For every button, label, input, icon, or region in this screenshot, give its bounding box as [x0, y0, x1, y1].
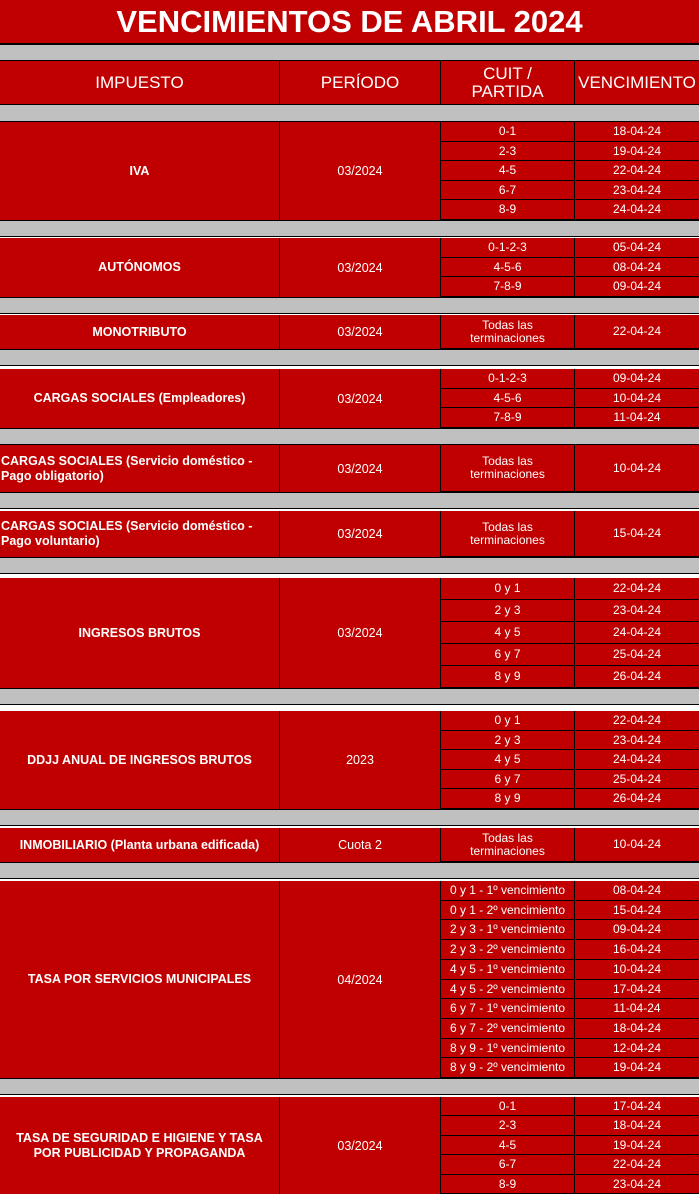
cuit-cell: 0 y 1 - 1º vencimiento [441, 881, 575, 901]
separator-band [0, 1078, 699, 1095]
due-date-cell: 19-04-24 [575, 1136, 699, 1155]
tax-period: Cuota 2 [280, 828, 441, 862]
due-date-cell: 17-04-24 [575, 980, 699, 999]
header-vencimiento: VENCIMIENTO [575, 61, 699, 104]
due-date-cell: 16-04-24 [575, 940, 699, 960]
due-date-cell: 24-04-24 [575, 622, 699, 644]
separator-band [0, 809, 699, 826]
cuit-cell: 8 y 9 [441, 789, 575, 809]
due-date-cell: 05-04-24 [575, 238, 699, 258]
cuit-cell: 4 y 5 - 2º vencimiento [441, 980, 575, 999]
tax-name: TASA POR SERVICIOS MUNICIPALES [0, 881, 280, 1078]
cuit-cell: 8 y 9 [441, 666, 575, 688]
due-date-cell: 24-04-24 [575, 750, 699, 770]
due-date-cell: 18-04-24 [575, 1019, 699, 1039]
cuit-cell: 4-5 [441, 161, 575, 181]
due-date-cell: 11-04-24 [575, 999, 699, 1019]
tax-name: MONOTRIBUTO [0, 315, 280, 349]
due-date-cell: 23-04-24 [575, 731, 699, 750]
due-date-cell: 23-04-24 [575, 600, 699, 622]
tax-period: 2023 [280, 711, 441, 809]
separator-band [0, 492, 699, 509]
separator-band [0, 349, 699, 366]
cuit-cell: 2 y 3 - 1º vencimiento [441, 920, 575, 940]
cuit-cell: 8-9 [441, 200, 575, 220]
due-date-cell: 22-04-24 [575, 1155, 699, 1175]
cuit-cell: 6-7 [441, 181, 575, 200]
cuit-cell: Todas las terminaciones [441, 828, 575, 862]
due-date-cell: 15-04-24 [575, 901, 699, 920]
tax-name: INMOBILIARIO (Planta urbana edificada) [0, 828, 280, 862]
tax-name: IVA [0, 122, 280, 220]
page-title: VENCIMIENTOS DE ABRIL 2024 [0, 0, 699, 44]
cuit-cell: 0-1 [441, 1097, 575, 1116]
due-date-cell: 22-04-24 [575, 711, 699, 731]
tax-name: DDJJ ANUAL DE INGRESOS BRUTOS [0, 711, 280, 809]
cuit-cell: 6 y 7 [441, 644, 575, 666]
cuit-cell: 2 y 3 - 2º vencimiento [441, 940, 575, 960]
due-date-cell: 22-04-24 [575, 578, 699, 600]
cuit-cell: 6 y 7 [441, 770, 575, 789]
due-date-cell: 11-04-24 [575, 408, 699, 428]
due-date-cell: 12-04-24 [575, 1039, 699, 1058]
tax-name: CARGAS SOCIALES (Empleadores) [0, 369, 280, 428]
separator-band [0, 428, 699, 445]
cuit-cell: 0 y 1 - 2º vencimiento [441, 901, 575, 920]
due-date-cell: 17-04-24 [575, 1097, 699, 1116]
due-date-cell: 08-04-24 [575, 258, 699, 277]
cuit-cell: 8-9 [441, 1175, 575, 1194]
due-date-cell: 19-04-24 [575, 142, 699, 161]
due-date-cell: 23-04-24 [575, 1175, 699, 1194]
tax-period: 03/2024 [280, 1097, 441, 1194]
due-date-cell: 15-04-24 [575, 511, 699, 557]
cuit-cell: 4 y 5 [441, 622, 575, 644]
cuit-cell: Todas las terminaciones [441, 315, 575, 349]
separator-band [0, 220, 699, 237]
due-date-cell: 08-04-24 [575, 881, 699, 901]
due-date-cell: 09-04-24 [575, 369, 699, 389]
due-date-cell: 18-04-24 [575, 1116, 699, 1136]
cuit-cell: 2-3 [441, 1116, 575, 1136]
cuit-cell: 6 y 7 - 2º vencimiento [441, 1019, 575, 1039]
separator-band [0, 862, 699, 879]
due-date-cell: 19-04-24 [575, 1058, 699, 1078]
tax-name: AUTÓNOMOS [0, 238, 280, 297]
separator-band [0, 44, 699, 61]
due-date-cell: 22-04-24 [575, 161, 699, 181]
cuit-cell: 8 y 9 - 1º vencimiento [441, 1039, 575, 1058]
due-date-cell: 10-04-24 [575, 960, 699, 980]
due-date-cell: 09-04-24 [575, 920, 699, 940]
due-date-cell: 23-04-24 [575, 181, 699, 200]
cuit-cell: 8 y 9 - 2º vencimiento [441, 1058, 575, 1078]
tax-name: TASA DE SEGURIDAD E HIGIENE Y TASA POR PUBLICIDAD Y PROPAGANDA [0, 1097, 280, 1194]
tax-period: 03/2024 [280, 445, 441, 492]
tax-name: INGRESOS BRUTOS [0, 578, 280, 688]
tax-period: 04/2024 [280, 881, 441, 1078]
cuit-cell: 0 y 1 [441, 578, 575, 600]
cuit-cell: 0 y 1 [441, 711, 575, 731]
tax-period: 03/2024 [280, 578, 441, 688]
due-date-cell: 22-04-24 [575, 315, 699, 349]
cuit-cell: 6 y 7 - 1º vencimiento [441, 999, 575, 1019]
due-date-cell: 10-04-24 [575, 389, 699, 408]
cuit-cell: 4 y 5 [441, 750, 575, 770]
cuit-cell: 0-1-2-3 [441, 369, 575, 389]
header-periodo: PERÍODO [280, 61, 441, 104]
cuit-cell: 2 y 3 [441, 731, 575, 750]
tax-period: 03/2024 [280, 315, 441, 349]
separator-band [0, 297, 699, 314]
due-date-cell: 26-04-24 [575, 789, 699, 809]
cuit-cell: 4-5-6 [441, 258, 575, 277]
due-date-cell: 24-04-24 [575, 200, 699, 220]
separator-band [0, 688, 699, 705]
cuit-cell: 7-8-9 [441, 277, 575, 297]
due-date-cell: 25-04-24 [575, 644, 699, 666]
due-date-cell: 26-04-24 [575, 666, 699, 688]
cuit-cell: 4-5-6 [441, 389, 575, 408]
cuit-cell: Todas las terminaciones [441, 445, 575, 492]
due-date-cell: 25-04-24 [575, 770, 699, 789]
cuit-cell: Todas las terminaciones [441, 511, 575, 557]
cuit-cell: 6-7 [441, 1155, 575, 1175]
tax-period: 03/2024 [280, 238, 441, 297]
header-cuit-partida: CUIT / PARTIDA [441, 61, 575, 104]
cuit-cell: 2-3 [441, 142, 575, 161]
due-date-cell: 18-04-24 [575, 122, 699, 142]
separator-band [0, 104, 699, 122]
cuit-cell: 7-8-9 [441, 408, 575, 428]
header-impuesto: IMPUESTO [0, 61, 280, 104]
due-date-cell: 10-04-24 [575, 445, 699, 492]
due-date-cell: 10-04-24 [575, 828, 699, 862]
cuit-cell: 0-1 [441, 122, 575, 142]
tax-period: 03/2024 [280, 511, 441, 557]
tax-period: 03/2024 [280, 369, 441, 428]
due-date-cell: 09-04-24 [575, 277, 699, 297]
cuit-cell: 4 y 5 - 1º vencimiento [441, 960, 575, 980]
cuit-cell: 0-1-2-3 [441, 238, 575, 258]
cuit-cell: 4-5 [441, 1136, 575, 1155]
separator-band [0, 557, 699, 574]
tax-period: 03/2024 [280, 122, 441, 220]
tax-name: CARGAS SOCIALES (Servicio doméstico - Pago voluntario) [0, 511, 280, 557]
cuit-cell: 2 y 3 [441, 600, 575, 622]
tax-name: CARGAS SOCIALES (Servicio doméstico - Pago obligatorio) [0, 445, 280, 492]
